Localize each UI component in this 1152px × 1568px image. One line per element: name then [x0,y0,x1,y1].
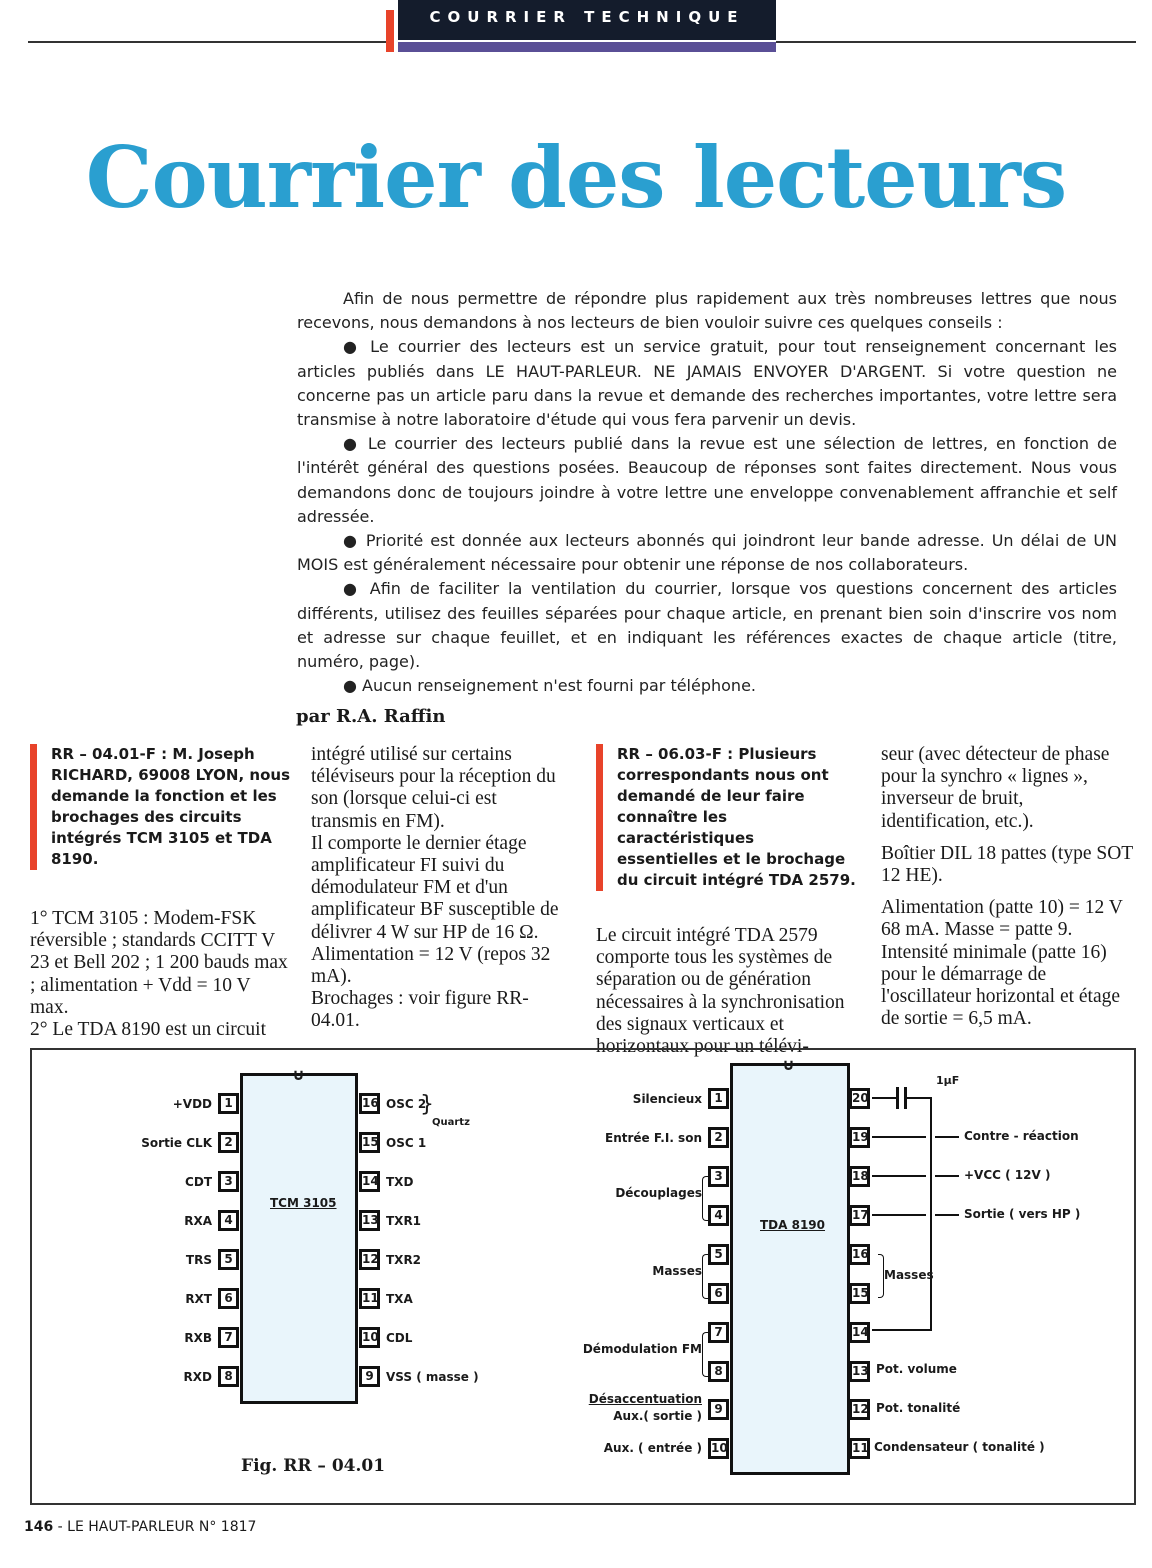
pin: 16 [359,1093,380,1114]
answer-text: Il comporte le dernier étage amplificateur FI suivi du démodulateur FM et d'un amplificateur BF susceptible de délivrer 4 W sur HP de 16 Ω. [311,832,559,943]
pin: 14 [359,1171,380,1192]
group-bracket [702,1254,708,1299]
pin: 16 [849,1244,870,1265]
pin: 15 [359,1132,380,1153]
pin: 11 [849,1438,870,1459]
pin: 8 [708,1361,729,1382]
answer-text: seur (avec détecteur de phase pour la synchro « lignes », inverseur de bruit, identification, etc.). [881,744,1110,832]
pin-label: Démodulation FM [582,1342,702,1356]
pin-label: CDL [386,1331,413,1345]
pin-label: TRS [185,1253,212,1267]
answer-text: Alimentation (patte 10) = 12 V 68 mA. Masse = patte 9. Intensité minimale (patte 16) pour le démarrage de l'oscillateur horizontal et étage de sortie = 6,5 mA. [881,897,1123,1030]
pin-label: RXA [184,1214,212,1228]
pin: 14 [849,1322,870,1343]
magazine-issue: - LE HAUT-PARLEUR N° 1817 [53,1519,257,1535]
intro-paragraph: ● Le courrier des lecteurs est un service gratuit, pour tout renseignement concernant les articles publiés dans LE HAUT-PARLEUR. NE JAMAIS ENVOYER D'ARGENT. Si votre question ne concerne pas un article paru dans la revue et demande des recherches importantes, votre lettre sera transmise à notre laboratoire d'étude qui vous fera parvenir un devis. [297,337,1117,430]
question-rr-04-01: RR – 04.01-F : M. Joseph RICHARD, 69008 LYON, nous demande la fonction et les brochages des circuits intégrés TCM 3105 et TDA 8190. [30,744,292,870]
chip-tcm3105 [240,1073,358,1404]
intro-paragraph: Afin de nous permettre de répondre plus rapidement aux très nombreuses lettres que nous recevons, nous demandons à nos lecteurs de bien vouloir suivre ces quelques conseils : [297,289,1117,333]
pin-label: Masses [652,1264,702,1278]
pin: 10 [359,1327,380,1348]
group-bracket [702,1332,708,1377]
answer-text: Brochages : voir figure RR-04.01. [311,988,529,1032]
page-number: 146 [24,1519,54,1535]
pin-label: Silencieux [632,1092,702,1106]
intro-paragraph: ● Le courrier des lecteurs publié dans la revue est une sélection de lettres, en fonction de l'intérêt général des questions posées. Beaucoup de réponses sont faites directement. Nous vous demandons donc de toujours joindre à votre lettre une enveloppe convenablement affranchie et self adressée. [297,434,1117,526]
wire [930,1097,932,1330]
pin-label: TXD [386,1175,414,1189]
wire [872,1136,926,1138]
pin-label: Désaccentuation [588,1392,702,1406]
pin: 7 [708,1322,729,1343]
pin: 6 [218,1288,239,1309]
pin: 4 [218,1210,239,1231]
page-title: Courrier des lecteurs [85,128,1067,227]
pin-label: Entrée F.I. son [605,1131,702,1145]
capacitor-plate [896,1087,899,1109]
answer-text: 1° TCM 3105 : Modem-FSK réversible ; standards CCITT V 23 et Bell 202 ; 1 200 bauds max ; alimentation + Vdd = 10 V max. [30,908,288,1018]
pin: 11 [359,1288,380,1309]
pin-label: TXR1 [386,1214,422,1228]
pin: 6 [708,1283,729,1304]
figure-caption: Fig. RR – 04.01 [241,1456,386,1476]
pin-label: VSS ( masse ) [386,1370,479,1384]
pin: 9 [359,1366,380,1387]
pin-label: Pot. tonalité [876,1401,961,1415]
question-rr-06-03: RR – 06.03-F : Plusieurs correspondants nous ont demandé de leur faire connaître les caractéristiques essentielles et le brochage du circuit intégré TDA 2579. [596,744,858,891]
pin: 13 [849,1361,870,1382]
pin: 10 [708,1438,729,1459]
wire [935,1214,959,1216]
pin: 15 [849,1283,870,1304]
pin: 5 [218,1249,239,1270]
wire [935,1136,959,1138]
pin-label: OSC 1 [386,1136,427,1150]
pin-label: Masses [884,1268,934,1282]
pin-label: Contre - réaction [964,1129,1079,1143]
notch-mark: ∪ [782,1055,795,1074]
pin: 18 [849,1166,870,1187]
pin: 3 [218,1171,239,1192]
pin: 5 [708,1244,729,1265]
pin: 2 [708,1127,729,1148]
pin-label: +VDD [172,1097,212,1111]
pin-label: Sortie ( vers HP ) [964,1207,1081,1221]
pin: 2 [218,1132,239,1153]
pin-label: OSC 2 [386,1097,427,1111]
pin-label: +VCC ( 12V ) [964,1168,1051,1182]
page-footer [24,1519,256,1535]
pin-label: Pot. volume [876,1362,957,1376]
wire [872,1329,932,1331]
quartz-label: Quartz [432,1117,470,1128]
byline: par R.A. Raffin [296,706,446,727]
pin-label: Sortie CLK [141,1136,212,1150]
pin-label: Aux.( sortie ) [613,1409,702,1423]
chip-tda8190 [730,1063,850,1475]
pin: 17 [849,1205,870,1226]
pin-label: Découplages [615,1186,702,1200]
pin: 13 [359,1210,380,1231]
pin: 9 [708,1399,729,1420]
pin-label: RXT [185,1292,212,1306]
pin: 7 [218,1327,239,1348]
wire [872,1214,926,1216]
answer-text: Alimentation = 12 V (repos 32 mA). [311,943,551,988]
pin: 1 [218,1093,239,1114]
pin-label: Condensateur ( tonalité ) [874,1440,1045,1454]
pin-label: CDT [185,1175,212,1189]
pin-label: TXR2 [386,1253,422,1267]
pin-label: RXB [184,1331,212,1345]
intro-paragraph: ● Afin de faciliter la ventilation du courrier, lorsque vos questions concernent des articles différents, utilisez des feuilles séparées pour chaque article, en prenant bien soin d'inscrire vos nom et adresse sur chaque feuillet, et en indiquant les références exactes de chaque article (titre, numéro, page). [297,579,1117,672]
wire [872,1097,896,1099]
capacitor-value: 1µF [936,1074,960,1087]
section-banner: COURRIER TECHNIQUE [398,0,776,40]
chip-name: TCM 3105 [270,1196,337,1210]
answer-text: Boîtier DIL 18 pattes (type SOT 12 HE). [881,842,1133,887]
pin: 12 [849,1399,870,1420]
pin: 20 [849,1088,870,1109]
wire [935,1175,959,1177]
quartz-bracket: } [420,1092,434,1117]
wire [872,1175,926,1177]
answer-text: 2° Le TDA 8190 est un circuit [30,1019,266,1041]
pin: 1 [708,1088,729,1109]
intro-paragraph: ● Priorité est donnée aux lecteurs abonnés qui joindront leur bande adresse. Un délai de UN MOIS est généralement nécessaire pour obtenir une réponse de nos collaborateurs. [297,531,1117,575]
intro-paragraph: ● Aucun renseignement n'est fourni par téléphone. [343,676,756,696]
chip-name: TDA 8190 [760,1218,826,1232]
answer-text: intégré utilisé sur certains téléviseurs pour la réception du son (lorsque celui-ci est transmis en FM). [311,744,556,832]
pin: 12 [359,1249,380,1270]
notch-mark: ∪ [292,1065,305,1084]
pin-label: TXA [386,1292,413,1306]
wire [907,1097,931,1099]
pin: 19 [849,1127,870,1148]
pin-label: RXD [183,1370,212,1384]
pin: 8 [218,1366,239,1387]
pin: 3 [708,1166,729,1187]
pin-label: Aux. ( entrée ) [603,1441,702,1455]
group-bracket [702,1176,708,1221]
pin: 4 [708,1205,729,1226]
answer-text: Le circuit intégré TDA 2579 comporte tous les systèmes de séparation ou de génération nécessaires à la synchronisation des signaux verticaux et horizontaux pour un télévi- [596,925,845,1058]
